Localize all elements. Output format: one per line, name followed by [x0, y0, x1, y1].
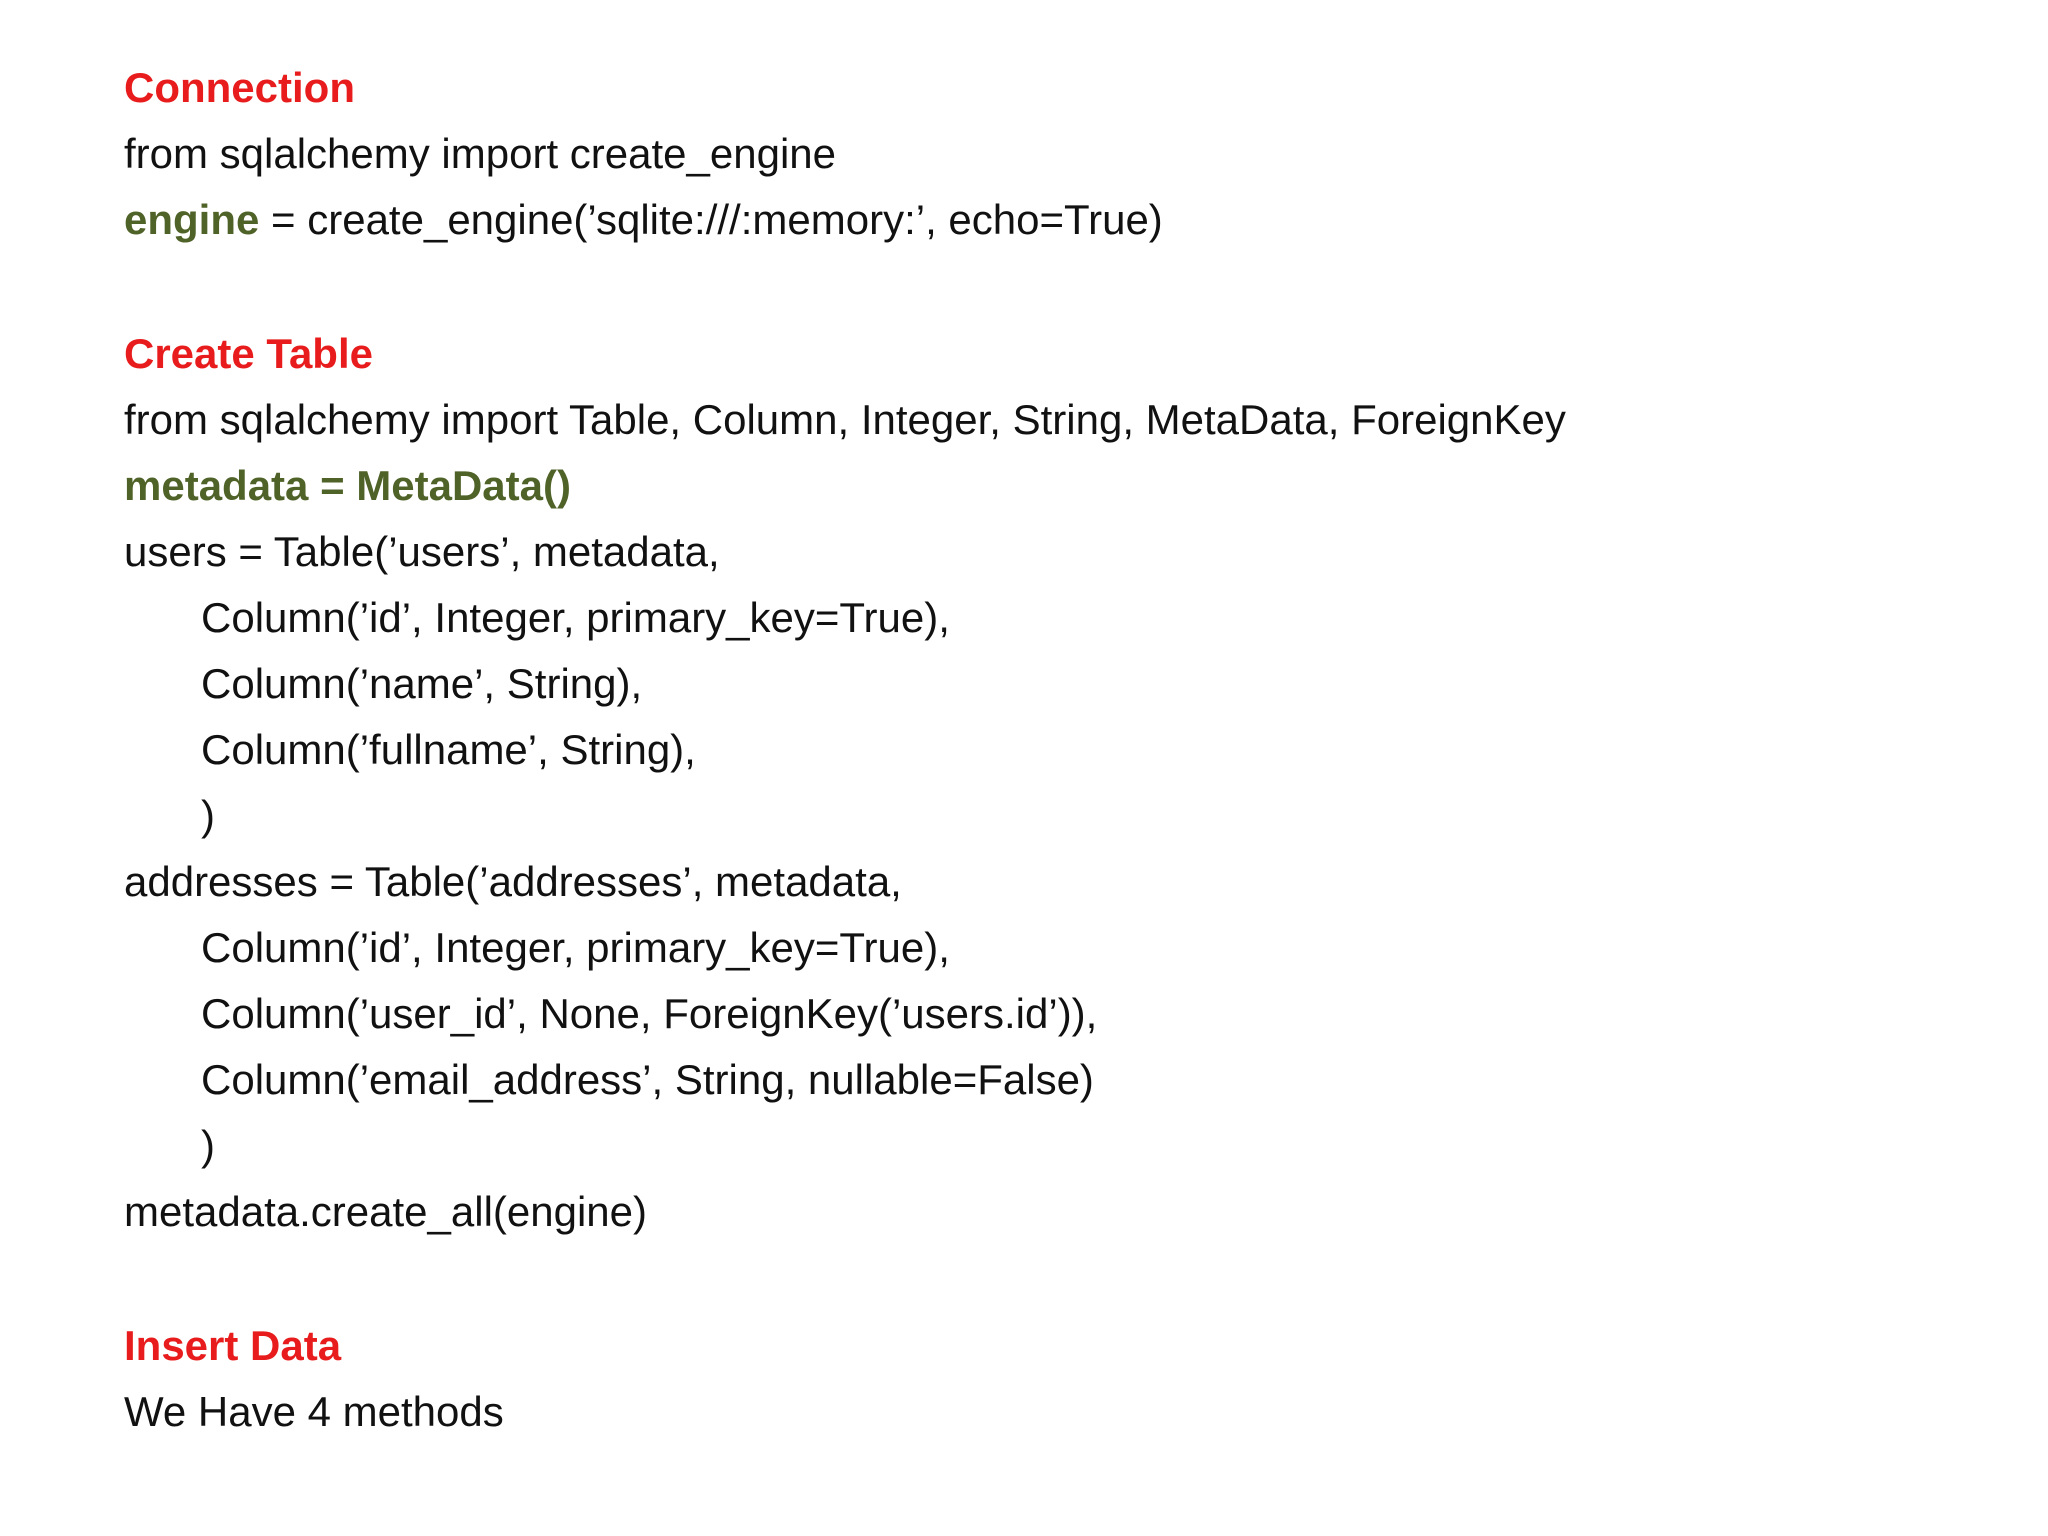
connection-heading: Connection	[124, 64, 355, 111]
code-line: from sqlalchemy import Table, Column, Integer, String, MetaData, ForeignKey	[124, 396, 1566, 443]
code-line: Column(’user_id’, None, ForeignKey(’users.id’)),	[201, 990, 1098, 1037]
engine-expression: = create_engine(’sqlite:///:memory:’, echo=True)	[259, 196, 1163, 243]
create-table-heading: Create Table	[124, 330, 373, 377]
code-line: from sqlalchemy import create_engine	[124, 130, 836, 177]
text-line: We Have 4 methods	[124, 1388, 504, 1435]
code-line: )	[201, 792, 215, 839]
code-line: )	[201, 1122, 215, 1169]
insert-data-heading: Insert Data	[124, 1322, 342, 1369]
code-line: users = Table(’users’, metadata,	[124, 528, 720, 575]
code-line-engine	[124, 192, 1163, 248]
code-line: Column(’id’, Integer, primary_key=True),	[201, 594, 950, 641]
code-line: metadata.create_all(engine)	[124, 1188, 647, 1235]
code-line: addresses = Table(’addresses’, metadata,	[124, 858, 902, 905]
metadata-line: metadata = MetaData()	[124, 462, 571, 509]
code-line: Column(’email_address’, String, nullable=False)	[201, 1056, 1094, 1103]
code-line: Column(’name’, String),	[201, 660, 643, 707]
engine-keyword: engine	[124, 196, 260, 243]
code-line: Column(’id’, Integer, primary_key=True),	[201, 924, 950, 971]
code-line: Column(’fullname’, String),	[201, 726, 696, 773]
